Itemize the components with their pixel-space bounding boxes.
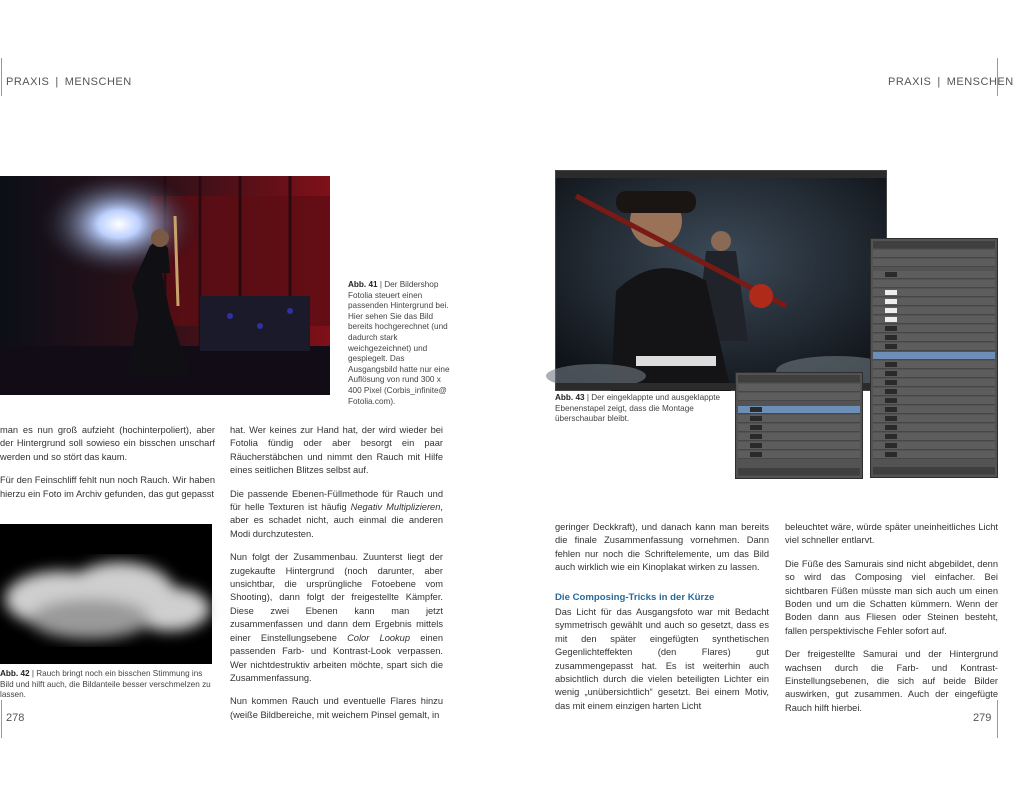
left-folio: 278 <box>6 712 25 724</box>
emphasis: Color Lookup <box>347 632 411 643</box>
panel-row <box>873 271 995 279</box>
panel-row <box>873 289 995 297</box>
text-run: Nun folgt der Zusammenbau. Zuunterst liegt der zugekaufte Hintergrund (noch darunter, aber unsichtbar, die ursprüngliche Fotoebene vom Shooting), dann folgt der freigestellte Kämpfer. Diese zwei Ebenen kann man jetzt zusammenfassen und dann dem Ergebnis mittels einer Einstellungsebene <box>230 552 443 643</box>
panel-row <box>873 298 995 306</box>
fig42-text: | Rauch bringt noch ein bisschen Stimmung ins Bild und hilft auch, die Bildanteile besser verschmelzen zu lassen. <box>0 669 211 700</box>
left-running-head <box>6 76 132 88</box>
smoke-photo <box>0 524 212 664</box>
panel-row <box>873 280 995 288</box>
layer-thumb <box>750 407 762 412</box>
panel-row <box>873 451 995 459</box>
panel-row <box>873 442 995 450</box>
layers-panel-collapsed <box>735 372 863 479</box>
layer-thumb <box>750 434 762 439</box>
fig41-caption <box>348 280 453 407</box>
panel-row <box>873 334 995 342</box>
samurai-photo-graphic <box>0 176 330 395</box>
right-column-1 <box>555 521 769 723</box>
layer-thumb <box>885 344 897 349</box>
right-col2-para-3: Der freigestellte Samurai und der Hintergrund wachsen durch die Farb- und Kontrast-Einstellungsebenen, die sich auf beide Bilder auswirken, gut zusammen. Auch der eingefügte Rauch hilft hierbei. <box>785 649 998 713</box>
panel-row <box>738 375 860 383</box>
panel-row <box>738 406 860 414</box>
layer-thumb <box>885 371 897 376</box>
panel-row <box>738 442 860 450</box>
left-col2-para-1: hat. Wer keines zur Hand hat, der wird wieder bei Fotolia fündig oder aber besorgt ein paar Räucherstäbchen und nimmt den Rauch mit Hilfe eines seitlichen Blitzes selbst auf. <box>230 425 443 476</box>
panel-row <box>873 241 995 249</box>
right-col2-para-2: Die Füße des Samurais sind nicht abgebildet, denn so wird das Composing viel einfacher. Bei sichtbaren Füßen müsste man sich auch um einen Boden und um die Schatten kümmern. Wenn der Boden dann aus Fliesen oder Steinen besteht, fallen perspektivische Fehler sofort auf. <box>785 558 998 636</box>
panel-row <box>873 343 995 351</box>
fig43-text: | Der eingeklappte und ausgeklappte Ebenenstapel zeigt, dass die Montage überschaubar bleibt. <box>555 393 721 424</box>
running-head-section: PRAXIS <box>888 76 932 88</box>
left-top-rule <box>1 58 2 96</box>
samurai-photo <box>0 176 330 395</box>
panel-row <box>873 397 995 405</box>
right-col2-para-1: beleuchtet wäre, würde später uneinheitliches Licht viel schneller entlarvt. <box>785 522 998 546</box>
layer-thumb <box>750 452 762 457</box>
panel-row <box>873 361 995 369</box>
left-col2-para-3 <box>230 551 443 685</box>
right-bottom-rule <box>997 700 998 738</box>
layer-thumb <box>885 380 897 385</box>
layers-panel-expanded <box>870 238 998 478</box>
layer-thumb <box>885 398 897 403</box>
layer-thumb <box>885 326 897 331</box>
running-head-chapter: MENSCHEN <box>946 76 1014 88</box>
left-column-2 <box>230 424 443 732</box>
right-col1-para-2: Das Licht für das Ausgangsfoto war mit Bedacht symmetrisch gewählt und auch so gesetzt, dass es mit den später eingefügten synthetischen Gegenlichteffekten (den Flares) gut zusammengepasst hat. Es ist weiterhin auch absichtlich durch die vielen beteiligten Lichter ein wenig „unübersichtlich“ gesetzt. Bei einem Motiv, das mit einem einzigen harten Licht <box>555 607 769 711</box>
fig42-caption <box>0 669 215 701</box>
panel-row <box>873 467 995 475</box>
panel-row <box>738 415 860 423</box>
layer-thumb <box>885 443 897 448</box>
panel-row <box>873 379 995 387</box>
emphasis: Negativ Multiplizieren <box>350 502 441 513</box>
layer-thumb <box>885 335 897 340</box>
layer-thumb <box>885 407 897 412</box>
layer-thumb <box>885 452 897 457</box>
panel-row <box>873 250 995 258</box>
panel-row <box>873 307 995 315</box>
layer-thumb <box>885 299 897 304</box>
left-col1-para-1: man es nun groß aufzieht (hochinterpoliert), aber der Hintergrund soll sowieso ein bisschen unscharf werden und so stört das kaum. <box>0 425 215 462</box>
panel-row <box>738 433 860 441</box>
fig43-caption <box>555 393 730 425</box>
panel-row <box>873 433 995 441</box>
layer-thumb <box>885 389 897 394</box>
running-head-separator: | <box>55 76 59 88</box>
panel-row <box>873 370 995 378</box>
text-run: einen passenden Farb- und Kontrast-Look verpassen. Wer nichtdestruktiv arbeiten möchte, spart sich die Zusammenfassung. <box>230 632 443 683</box>
section-heading: Die Composing-Tricks in der Kürze <box>555 591 715 603</box>
left-col2-para-2 <box>230 488 443 542</box>
layer-thumb <box>750 416 762 421</box>
layer-thumb <box>885 317 897 322</box>
panel-row <box>873 316 995 324</box>
running-head-chapter: MENSCHEN <box>64 76 132 88</box>
fig42-label: Abb. 42 <box>0 669 30 678</box>
layer-thumb <box>750 443 762 448</box>
layer-thumb <box>885 272 897 277</box>
text-run: Die passende Ebenen-Füllmethode für Rauch und für helle Texturen ist häufig <box>230 488 443 513</box>
right-folio: 279 <box>973 712 992 724</box>
panel-row <box>873 352 995 360</box>
panel-row <box>738 424 860 432</box>
right-running-head <box>888 76 1014 88</box>
left-bottom-rule <box>1 700 2 738</box>
fig41-text: | Der Bildershop Fotolia steuert einen passenden Hintergrund bei. Hier sehen Sie das Bild bereits hochgerechnet (und dadurch stark weichgezeichnet) und gespiegelt. Das Ausgangsbild hatte nur eine Auflösung von rund 300 x 400 Pixel (Corbis_infinite@ Fotolia.com). <box>348 280 450 406</box>
fig41-label: Abb. 41 <box>348 280 378 289</box>
layer-thumb <box>885 362 897 367</box>
panel-row <box>738 384 860 392</box>
layer-thumb <box>885 434 897 439</box>
panel-row <box>873 325 995 333</box>
running-head-separator: | <box>937 76 941 88</box>
photoshop-screenshot-graphic <box>556 171 886 390</box>
panel-row <box>873 424 995 432</box>
left-column-1 <box>0 424 215 511</box>
panel-row <box>738 468 860 476</box>
panel-row <box>873 415 995 423</box>
panel-row <box>873 388 995 396</box>
layer-thumb <box>885 416 897 421</box>
photoshop-screenshot <box>555 170 887 391</box>
left-col1-para-2: Für den Feinschliff fehlt nun noch Rauch. Wir haben hierzu ein Foto im Archiv gefunden, das gut gepasst <box>0 475 215 499</box>
panel-row <box>873 406 995 414</box>
panel-row <box>738 451 860 459</box>
panel-row <box>738 393 860 401</box>
left-col2-para-4: Nun kommen Rauch und eventuelle Flares hinzu (weiße Bildbereiche, mit weichem Pinsel gemalt, in <box>230 696 443 720</box>
smoke-photo-graphic <box>0 524 212 664</box>
layer-thumb <box>885 425 897 430</box>
panel-row <box>873 259 995 267</box>
layer-thumb <box>885 308 897 313</box>
right-col1-para-1: geringer Deckkraft), und danach kann man bereits die finale Zusammenfassung vornehmen. Dann fehlen nur noch die Schriftelemente, um das Bild auch wirklich wie ein Kinoplakat wirken zu lassen. <box>555 522 769 573</box>
right-column-2 <box>785 521 998 725</box>
running-head-section: PRAXIS <box>6 76 50 88</box>
fig43-label: Abb. 43 <box>555 393 585 402</box>
layer-thumb <box>885 290 897 295</box>
layer-thumb <box>750 425 762 430</box>
text-run: , aber es schadet nicht, auch einmal die anderen Modi durchzutesten. <box>230 502 443 539</box>
